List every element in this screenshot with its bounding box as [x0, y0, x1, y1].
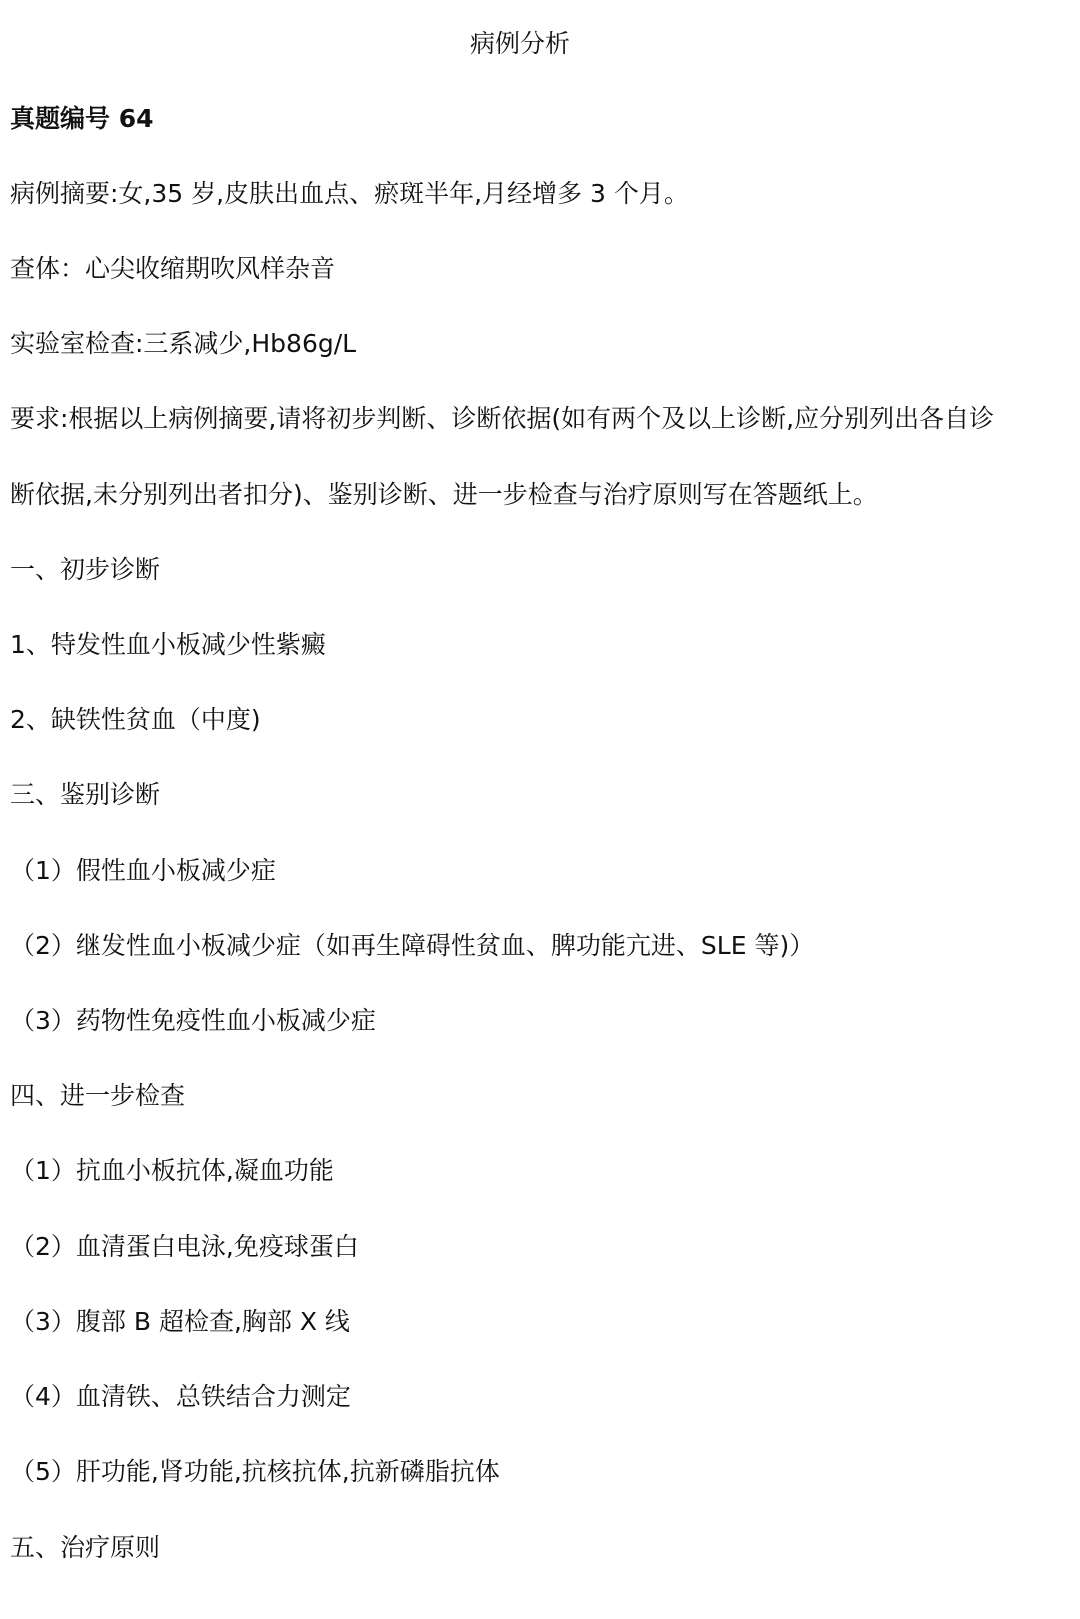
section-heading-diagnosis: 一、初步诊断	[10, 555, 161, 584]
differential-item: （1）假性血小板减少症	[10, 856, 276, 885]
test-item: （5）肝功能,肾功能,抗核抗体,抗新磷脂抗体	[10, 1457, 500, 1486]
test-item: （2）血清蛋白电泳,免疫球蛋白	[10, 1232, 359, 1261]
diagnosis-item: 2、缺铁性贫血（中度)	[10, 705, 261, 734]
section-heading-further-tests: 四、进一步检查	[10, 1081, 186, 1110]
test-item: （1）抗血小板抗体,凝血功能	[10, 1156, 334, 1185]
section-heading-differential: 三、鉴别诊断	[10, 780, 161, 809]
lab-tests: 实验室检查:三系减少,Hb86g/L	[10, 329, 357, 358]
section-heading-treatment: 五、治疗原则	[10, 1533, 161, 1562]
physical-exam: 查体：心尖收缩期吹风样杂音	[10, 254, 336, 283]
diagnosis-item: 1、特发性血小板减少性紫癜	[10, 630, 326, 659]
requirements-line-1: 要求:根据以上病例摘要,请将初步判断、诊断依据(如有两个及以上诊断,应分别列出各自诊	[10, 404, 995, 433]
differential-item: （3）药物性免疫性血小板减少症	[10, 1006, 376, 1035]
test-item: （4）血清铁、总铁结合力测定	[10, 1382, 351, 1411]
case-summary: 病例摘要:女,35 岁,皮肤出血点、瘀斑半年,月经增多 3 个月。	[10, 179, 689, 208]
requirements-line-2: 断依据,未分别列出者扣分)、鉴别诊断、进一步检查与治疗原则写在答题纸上。	[10, 480, 878, 509]
page-title: 病例分析	[469, 29, 570, 58]
question-number-heading: 真题编号 64	[10, 104, 154, 133]
differential-item: （2）继发性血小板减少症（如再生障碍性贫血、脾功能亢进、SLE 等)）	[10, 931, 815, 960]
test-item: （3）腹部 B 超检查,胸部 X 线	[10, 1307, 350, 1336]
